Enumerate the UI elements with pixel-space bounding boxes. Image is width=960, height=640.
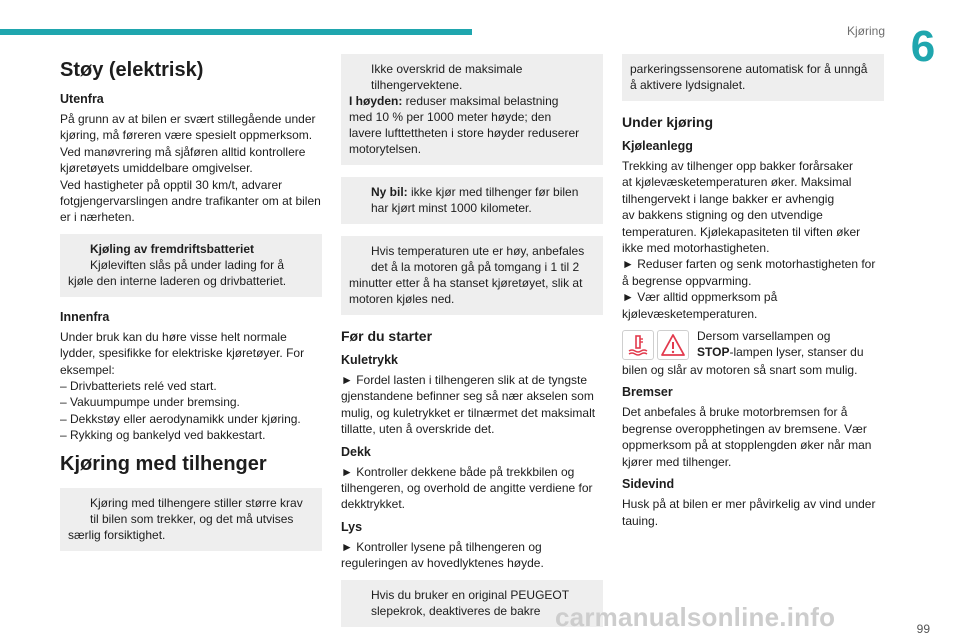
- info-box-continued: parkeringssensorene automatisk for å unngå å aktivere lydsignalet.: [622, 54, 884, 101]
- info-box-peugeot-towbar: Hvis du bruker en original PEUGEOT slepekrok, deaktiveres de bakre: [341, 580, 603, 627]
- driving-title: Under kjøring: [622, 114, 714, 130]
- header-accent-bar: [0, 29, 472, 35]
- lights-title: Lys: [341, 519, 363, 534]
- coupling-text: ► Fordel lasten i tilhengeren slik at de tyngste gjenstandene befinner seg så nær akselen som mulig, og kuletrykket er tilnærmet det maksimalt tillatte, uten å overskride det.: [341, 373, 596, 437]
- warning-box-new-car: Ny bil: ikke kjør med tilhenger før bilen har kjørt minst 1000 kilometer.: [341, 177, 603, 224]
- coolant-temperature-icon: [622, 330, 654, 360]
- before-start-title: Før du starter: [341, 328, 433, 344]
- watermark: carmanualsonline.info: [555, 602, 836, 632]
- cooling-title: Kjøleanlegg: [622, 139, 693, 153]
- warning-box-trailer: Kjøring med tilhengere stiller større krav til bilen som trekker, og det må utvises særlig forsiktighet.: [60, 488, 322, 551]
- warning-lamp-icons: [622, 330, 689, 360]
- info-box-battery-cooling: Kjøling av fremdriftsbatteriet Kjøleviften slås på under lading for å kjøle den interne laderen og drivbatteriet.: [60, 234, 322, 297]
- cooling-text: Trekking av tilhenger opp bakker forårsaker at kjølevæsketemperaturen øker. Maksimal tilhengervekt i lange bakker er avhengig av bakkens stigning og den utvendige temperaturen. Kjølekapasiteten til viften øker ikke med motorhastigheten. ► Reduser farten og senk motorhastigheten for å begrense oppvarming. ► Vær alltid oppmerksom på kjølevæsketemperaturen.: [622, 159, 876, 321]
- side-wind-text: Husk på at bilen er mer påvirkelig av vind under tauing.: [622, 497, 876, 528]
- info-box-temperature: Hvis temperaturen ute er høy, anbefales det å la motoren gå på tomgang i 1 til 2 minutter etter å ha stanset kjøretøyet, slik at motoren kjøles ned.: [341, 236, 603, 315]
- side-wind-title: Sidevind: [622, 477, 675, 492]
- column-3: [622, 54, 884, 535]
- outside-text: På grunn av at bilen er svært stillegående under kjøring, må føreren være spesielt oppmerksom. Ved manøvrering må sjåføren alltid kontrollere kjøretøyets umiddelbare omgivelser. Ved hastigheter på opptil 30 km/t, advarer fotgjengervarslingen andre trafikanter om at bilen er i nærheten.: [60, 112, 321, 225]
- info-box-weight: Ikke overskrid de maksimale tilhengervektene. I høyden: reduser maksimal belastning med 10 % per 1000 meter høyde; den lavere lufttettheten i store høyder reduserer motorytelsen.: [341, 54, 603, 165]
- warning-triangle-icon: [657, 330, 689, 360]
- tyres-title: Dekk: [341, 444, 371, 459]
- page-number: 99: [916, 622, 930, 636]
- warning-lamp-text: Dersom varsellampen og STOP-lampen lyser, stanser du bilen og slår av motoren så snart som mulig.: [622, 329, 864, 378]
- chapter-number: 6: [910, 22, 936, 71]
- trailer-title: Kjøring med tilhenger: [60, 452, 267, 475]
- inside-title: Innenfra: [60, 309, 110, 324]
- noise-title: Støy (elektrisk): [60, 59, 204, 81]
- column-1: [60, 54, 322, 563]
- header-section-title: Kjøring: [846, 24, 885, 38]
- brakes-text: Det anbefales å bruke motorbremsen for å begrense overopphetingen av bremsene. Vær oppmerksom på at stopplengden øker når man kjører med tilhenger.: [622, 405, 872, 469]
- column-2: [341, 54, 603, 639]
- inside-text: Under bruk kan du høre visse helt normale lydder, spesifikke for elektriske kjøretøyer. For eksempel: – Drivbatteriets relé ved start. – Vakuumpumpe under bremsing. – Dekkstøy eller aerodynamikk under kjøring. – Rykking og bankelyd ved bakkestart.: [60, 329, 305, 443]
- brakes-title: Bremser: [622, 385, 673, 400]
- lights-text: ► Kontroller lysene på tilhengeren og reguleringen av hovedlyktenes høyde.: [341, 539, 544, 571]
- coupling-title: Kuletrykk: [341, 353, 398, 367]
- tyres-text: ► Kontroller dekkene både på trekkbilen og tilhengeren, og overhold de angitte verdiene for dekktrykket.: [341, 464, 593, 512]
- outside-title: Utenfra: [60, 92, 104, 106]
